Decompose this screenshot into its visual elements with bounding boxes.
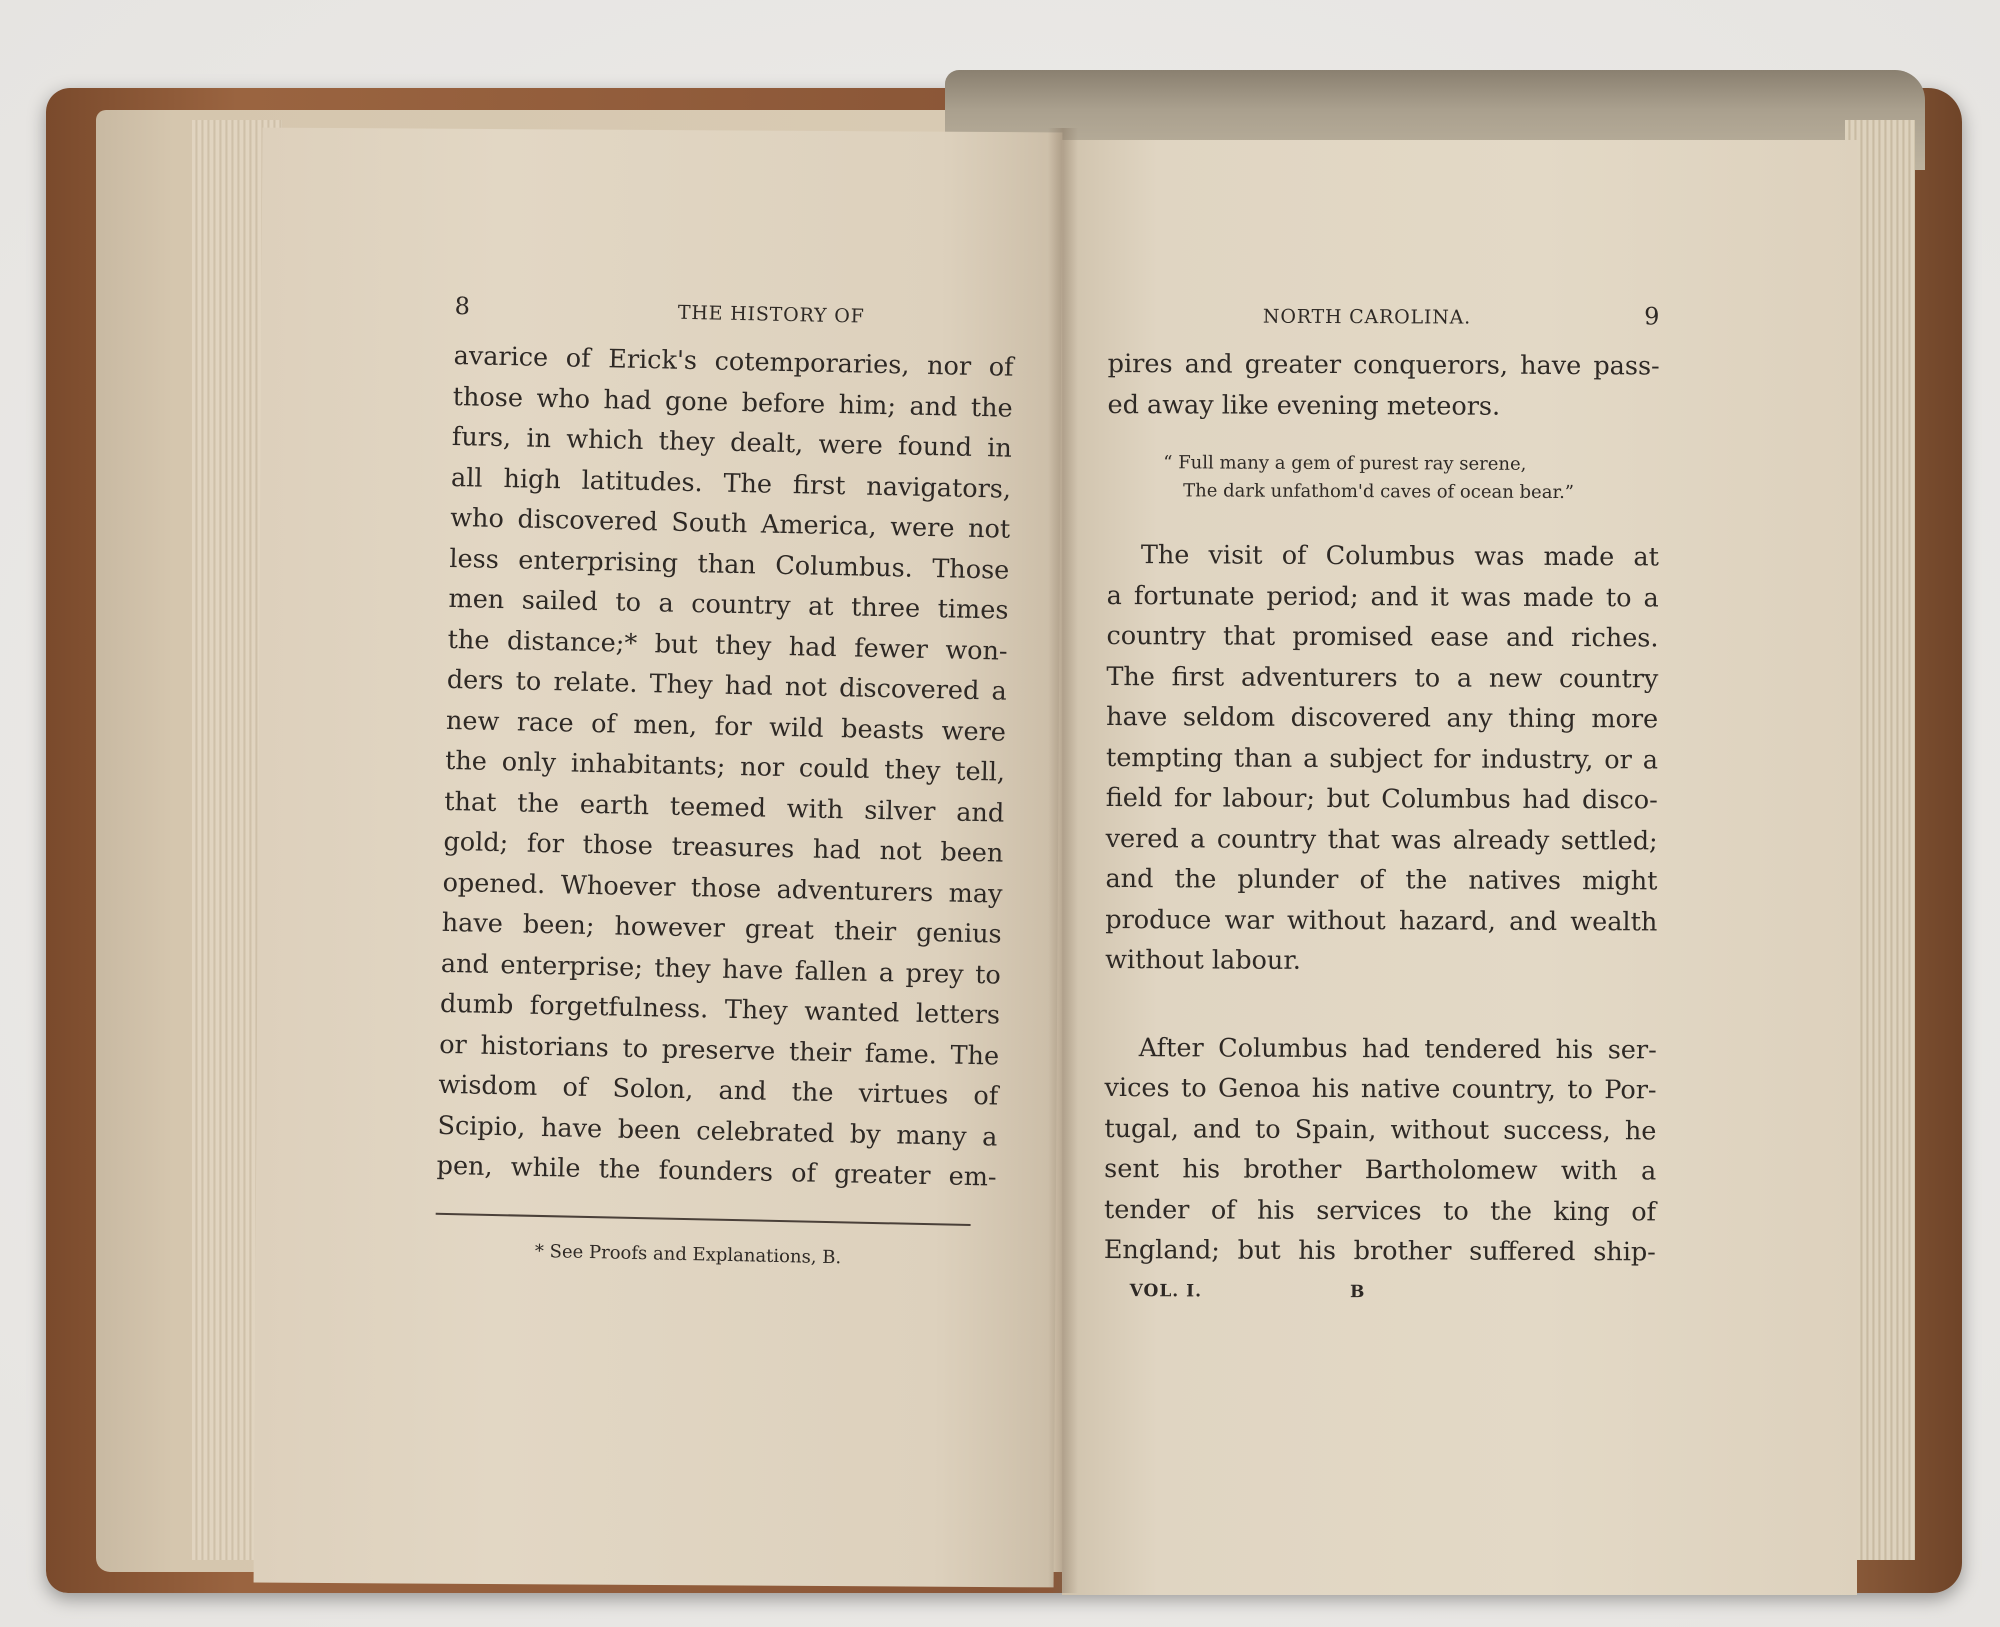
book-gutter (1048, 128, 1078, 1593)
text-line: dumb forgetfulness. They wanted letters (439, 988, 1001, 1031)
text-line: wisdom of Solon, and the virtues of (438, 1069, 999, 1112)
text-line: men sailed to a country at three times (448, 583, 1009, 626)
text-line: Scipio, have been celebrated by many a (437, 1110, 998, 1153)
text-line: those who had gone before him; and the (452, 381, 1014, 424)
paragraph-gap (1107, 505, 1659, 537)
text-line: tender of his services to the king of (1103, 1194, 1657, 1227)
text-line: field for labour; but Columbus had disco- (1105, 782, 1658, 816)
paragraph-2 (1105, 535, 1659, 983)
text-line: produce war without hazard, and wealth (1105, 904, 1658, 937)
paragraph-3 (1104, 1027, 1657, 1272)
text-line: opened. Whoever those adventurers may (442, 867, 1003, 910)
left-page-text (435, 292, 1015, 1271)
text-line: the only inhabitants; nor could they tell, (444, 745, 1006, 788)
verse-line: The dark unfathom'd caves of ocean bear.” (1183, 480, 1575, 504)
text-line: furs, in which they dealt, were found in (451, 421, 1013, 464)
signature-line (1104, 1280, 1656, 1302)
paragraph-gap (1105, 980, 1657, 1029)
page-number-left: 8 (454, 292, 471, 321)
text-line: new race of men, for wild beasts were (445, 705, 1007, 748)
text-line: sent his brother Bartholomew with a (1104, 1153, 1657, 1187)
text-line: gold; for those treasures had not been (443, 826, 1004, 869)
text-line: less enterprising than Columbus. Those (449, 543, 1010, 586)
text-line: avarice of Erick's cotemporaries, nor of (453, 340, 1014, 383)
text-line: The visit of Columbus was made at (1140, 540, 1659, 573)
footnote-rule (436, 1212, 971, 1225)
text-line: without labour. (1105, 944, 1301, 976)
left-body-text (436, 336, 1014, 1198)
text-line: a fortunate period; and it was made to a (1106, 580, 1659, 613)
text-line: vered a country that was already settled; (1105, 823, 1658, 856)
text-line: tempting than a subject for industry, or a (1105, 742, 1659, 775)
text-line: The first adventurers to a new country (1106, 661, 1659, 694)
text-line: have been; however great their genius (441, 907, 1002, 950)
right-page-text (1104, 300, 1660, 1303)
running-head-title-right: NORTH CAROLINA. (1262, 305, 1472, 329)
verse-line: “ Full many a gem of purest ray serene, (1163, 452, 1527, 475)
paragraph-1 (1107, 344, 1659, 427)
right-running-head (1108, 300, 1660, 331)
text-line: pen, while the founders of greater em- (436, 1150, 997, 1193)
text-line: the distance;* but they had fewer won- (447, 624, 1008, 667)
text-line: vices to Genoa his native country, to Por- (1104, 1072, 1657, 1106)
text-line: After Columbus had tendered his ser- (1138, 1032, 1657, 1065)
text-line: pires and greater conquerors, have pass- (1107, 348, 1660, 382)
text-line: have seldom discovered any thing more (1106, 701, 1659, 735)
text-line: that the earth teemed with silver and (444, 786, 1005, 829)
text-line: or historians to preserve their fame. The (438, 1029, 1000, 1072)
text-line: and enterprise; they have fallen a prey to (440, 948, 1002, 991)
text-line: ders to relate. They had not discovered a (446, 664, 1008, 707)
text-line: ed away like evening meteors. (1107, 389, 1501, 422)
page-number-right: 9 (1644, 302, 1660, 331)
volume-signature: VOL. I. (1129, 1280, 1203, 1301)
verse-quotation (1107, 449, 1659, 507)
footnote: * See Proofs and Explanations, B. (534, 1240, 842, 1268)
text-line: and the plunder of the natives might (1105, 863, 1658, 897)
text-line: who discovered South America, were not (449, 502, 1011, 545)
text-line: England; but his brother suffered ship- (1103, 1234, 1656, 1268)
text-line: all high latitudes. The first navigators, (450, 462, 1012, 505)
text-line: country that promised ease and riches. (1106, 620, 1659, 654)
gathering-signature: B (1350, 1281, 1366, 1302)
text-line: tugal, and to Spain, without success, he (1104, 1113, 1657, 1146)
running-head-title-left: THE HISTORY OF (677, 301, 865, 328)
